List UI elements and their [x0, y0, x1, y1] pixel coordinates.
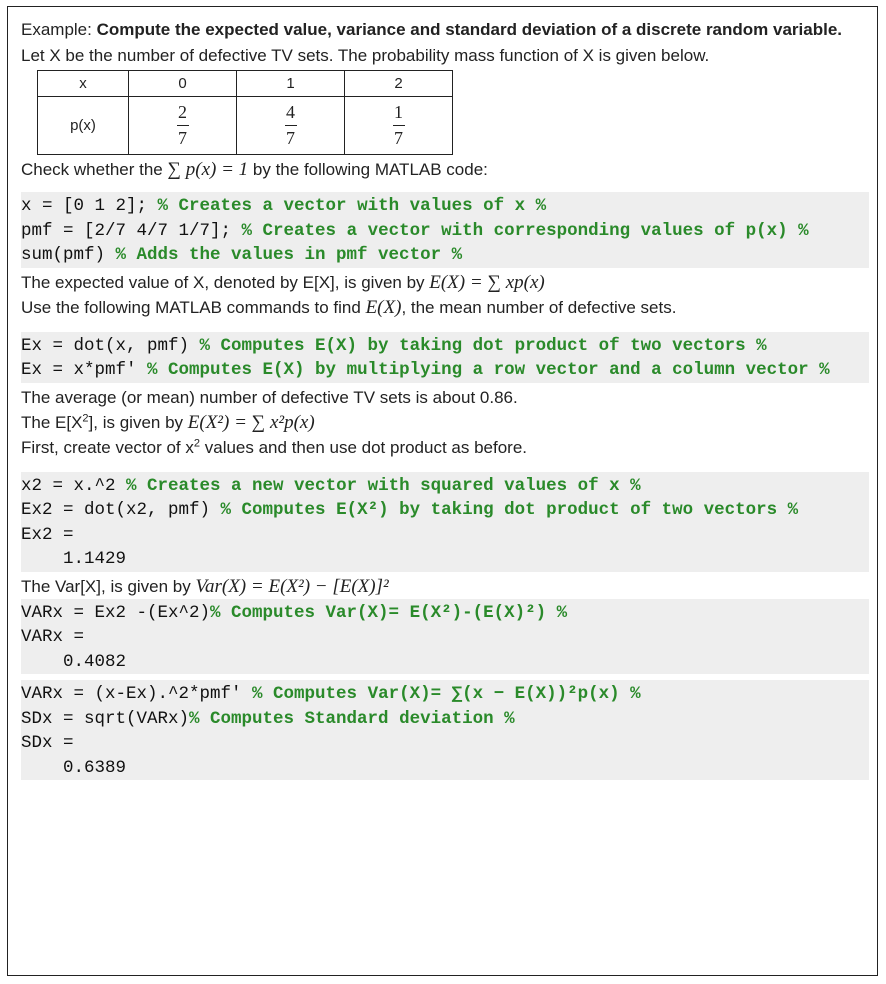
document-frame: [7, 6, 878, 976]
ex-formula: E(X): [365, 296, 402, 318]
code-text: VARx = (x-Ex).^2*pmf': [21, 684, 253, 704]
code-text: VARx =: [21, 627, 85, 647]
intro-text: Let X be the number of defective TV sets. The probability mass function of X is given below.: [21, 46, 710, 65]
fraction: [177, 102, 189, 149]
code-line: [21, 243, 869, 268]
table-header-x: x: [38, 71, 129, 97]
code-comment: % Computes E(X) by taking dot product of two vectors %: [199, 335, 767, 356]
code-text: SDx =: [21, 733, 74, 753]
code-comment: % Computes Var(X)= ∑(x − E(X))²p(x) %: [252, 684, 641, 704]
code-line: [21, 625, 869, 650]
table-header-px: p(x): [38, 97, 129, 155]
check-text-before: Check whether the: [21, 160, 168, 179]
numerator: 4: [286, 102, 295, 122]
code-text: Ex = x*pmf': [21, 360, 148, 380]
numerator: 1: [394, 102, 403, 122]
code-line: [21, 474, 869, 499]
average-text: The average (or mean) number of defective TV sets is about 0.86.: [21, 387, 518, 407]
code-text: 0.6389: [21, 757, 127, 778]
numerator: 2: [178, 102, 187, 122]
expected-value-text: [21, 270, 869, 295]
code-block-3: [21, 472, 869, 572]
table-cell-x1: 1: [237, 71, 345, 97]
fraction: [285, 102, 297, 149]
code-text: Ex2 =: [21, 524, 74, 545]
example-heading: [21, 17, 869, 43]
table-cell-p2: [345, 97, 453, 155]
code-text: x2 = x.^2: [21, 475, 127, 496]
code-text: Ex = dot(x, pmf): [21, 335, 200, 356]
variance-text: [21, 574, 869, 599]
denominator: 7: [286, 128, 295, 148]
check-text-after: by the following MATLAB code:: [248, 160, 488, 179]
code-comment: % Computes E(X) by multiplying a row vector and a column vector %: [147, 360, 830, 380]
ex2-text-before: The E[X: [21, 412, 83, 432]
table-cell-p0: [129, 97, 237, 155]
code-comment: % Creates a new vector with squared values of x %: [126, 475, 641, 496]
code-line: [21, 650, 869, 675]
code-comment: % Computes Standard deviation %: [189, 708, 515, 729]
variance-formula: Var(X) = E(X²) − [E(X)]²: [195, 575, 389, 597]
code-text: 0.4082: [21, 651, 127, 672]
expected-formula: E(X) = ∑ xp(x): [429, 271, 545, 293]
table-cell-x2: 2: [345, 71, 453, 97]
code-block-2: [21, 332, 869, 383]
var-text-before: The Var[X], is given by: [21, 576, 196, 596]
code-comment: % Creates a vector with corresponding values of p(x) %: [241, 220, 809, 241]
code-line: [21, 523, 869, 548]
table-cell-x0: 0: [129, 71, 237, 97]
heading-title: Compute the expected value, variance and standard deviation of a discrete random variable.: [96, 20, 842, 39]
code-comment: % Creates a vector with values of x %: [157, 196, 547, 216]
use-text-after: , the mean number of defective sets.: [401, 297, 677, 317]
code-line: [21, 731, 869, 756]
denominator: 7: [178, 128, 187, 148]
superscript: 2: [82, 411, 89, 424]
ex2-text-mid: ], is given by: [88, 412, 188, 432]
code-block-4: [21, 599, 869, 675]
fraction-bar: [285, 125, 297, 126]
code-text: sum(pmf): [21, 245, 116, 265]
check-text: [21, 157, 869, 182]
use-commands-text: [21, 295, 869, 320]
code-text: 1.1429: [21, 549, 127, 569]
sum-formula: ∑ p(x) = 1: [167, 159, 249, 180]
code-text: VARx = Ex2 -(Ex^2): [21, 602, 211, 623]
superscript: 2: [193, 436, 201, 449]
fraction: [393, 102, 405, 149]
code-line: [21, 601, 869, 626]
code-block-5: [21, 680, 869, 780]
code-line: [21, 547, 869, 572]
code-text: SDx = sqrt(VARx): [21, 708, 190, 729]
code-comment: % Adds the values in pmf vector %: [115, 245, 463, 265]
code-text: Ex2 = dot(x2, pmf): [21, 500, 221, 520]
fraction-bar: [177, 125, 189, 126]
code-text: x = [0 1 2];: [21, 196, 158, 216]
expected-text-before: The expected value of X, denoted by E[X], is given by: [21, 272, 430, 292]
first-text-after: values and then use dot product as before.: [200, 437, 528, 457]
code-line: [21, 194, 869, 219]
code-comment: % Computes E(X²) by taking dot product of two vectors %: [220, 500, 799, 520]
ex2-text: [21, 410, 869, 435]
use-text-before: Use the following MATLAB commands to find: [21, 297, 366, 317]
table-cell-p1: [237, 97, 345, 155]
code-block-1: [21, 192, 869, 268]
fraction-bar: [393, 125, 405, 126]
pmf-table: [37, 70, 453, 155]
code-line: [21, 756, 869, 781]
code-comment: % Computes Var(X)= E(X²)-(E(X)²) %: [210, 602, 568, 623]
first-text-before: First, create vector of x: [21, 437, 194, 457]
table-row-x: [38, 71, 453, 97]
code-line: [21, 707, 869, 732]
code-line: [21, 334, 869, 359]
ex2-formula: E(X²) = ∑ x²p(x): [187, 411, 315, 433]
code-line: [21, 358, 869, 383]
heading-prefix: Example:: [21, 20, 97, 39]
first-step-text: [21, 435, 869, 460]
table-row-px: [38, 97, 453, 155]
code-text: pmf = [2/7 4/7 1/7];: [21, 220, 242, 241]
document-content: [21, 17, 869, 780]
denominator: 7: [394, 128, 403, 148]
code-line: [21, 498, 869, 523]
code-line: [21, 682, 869, 707]
code-line: [21, 219, 869, 244]
